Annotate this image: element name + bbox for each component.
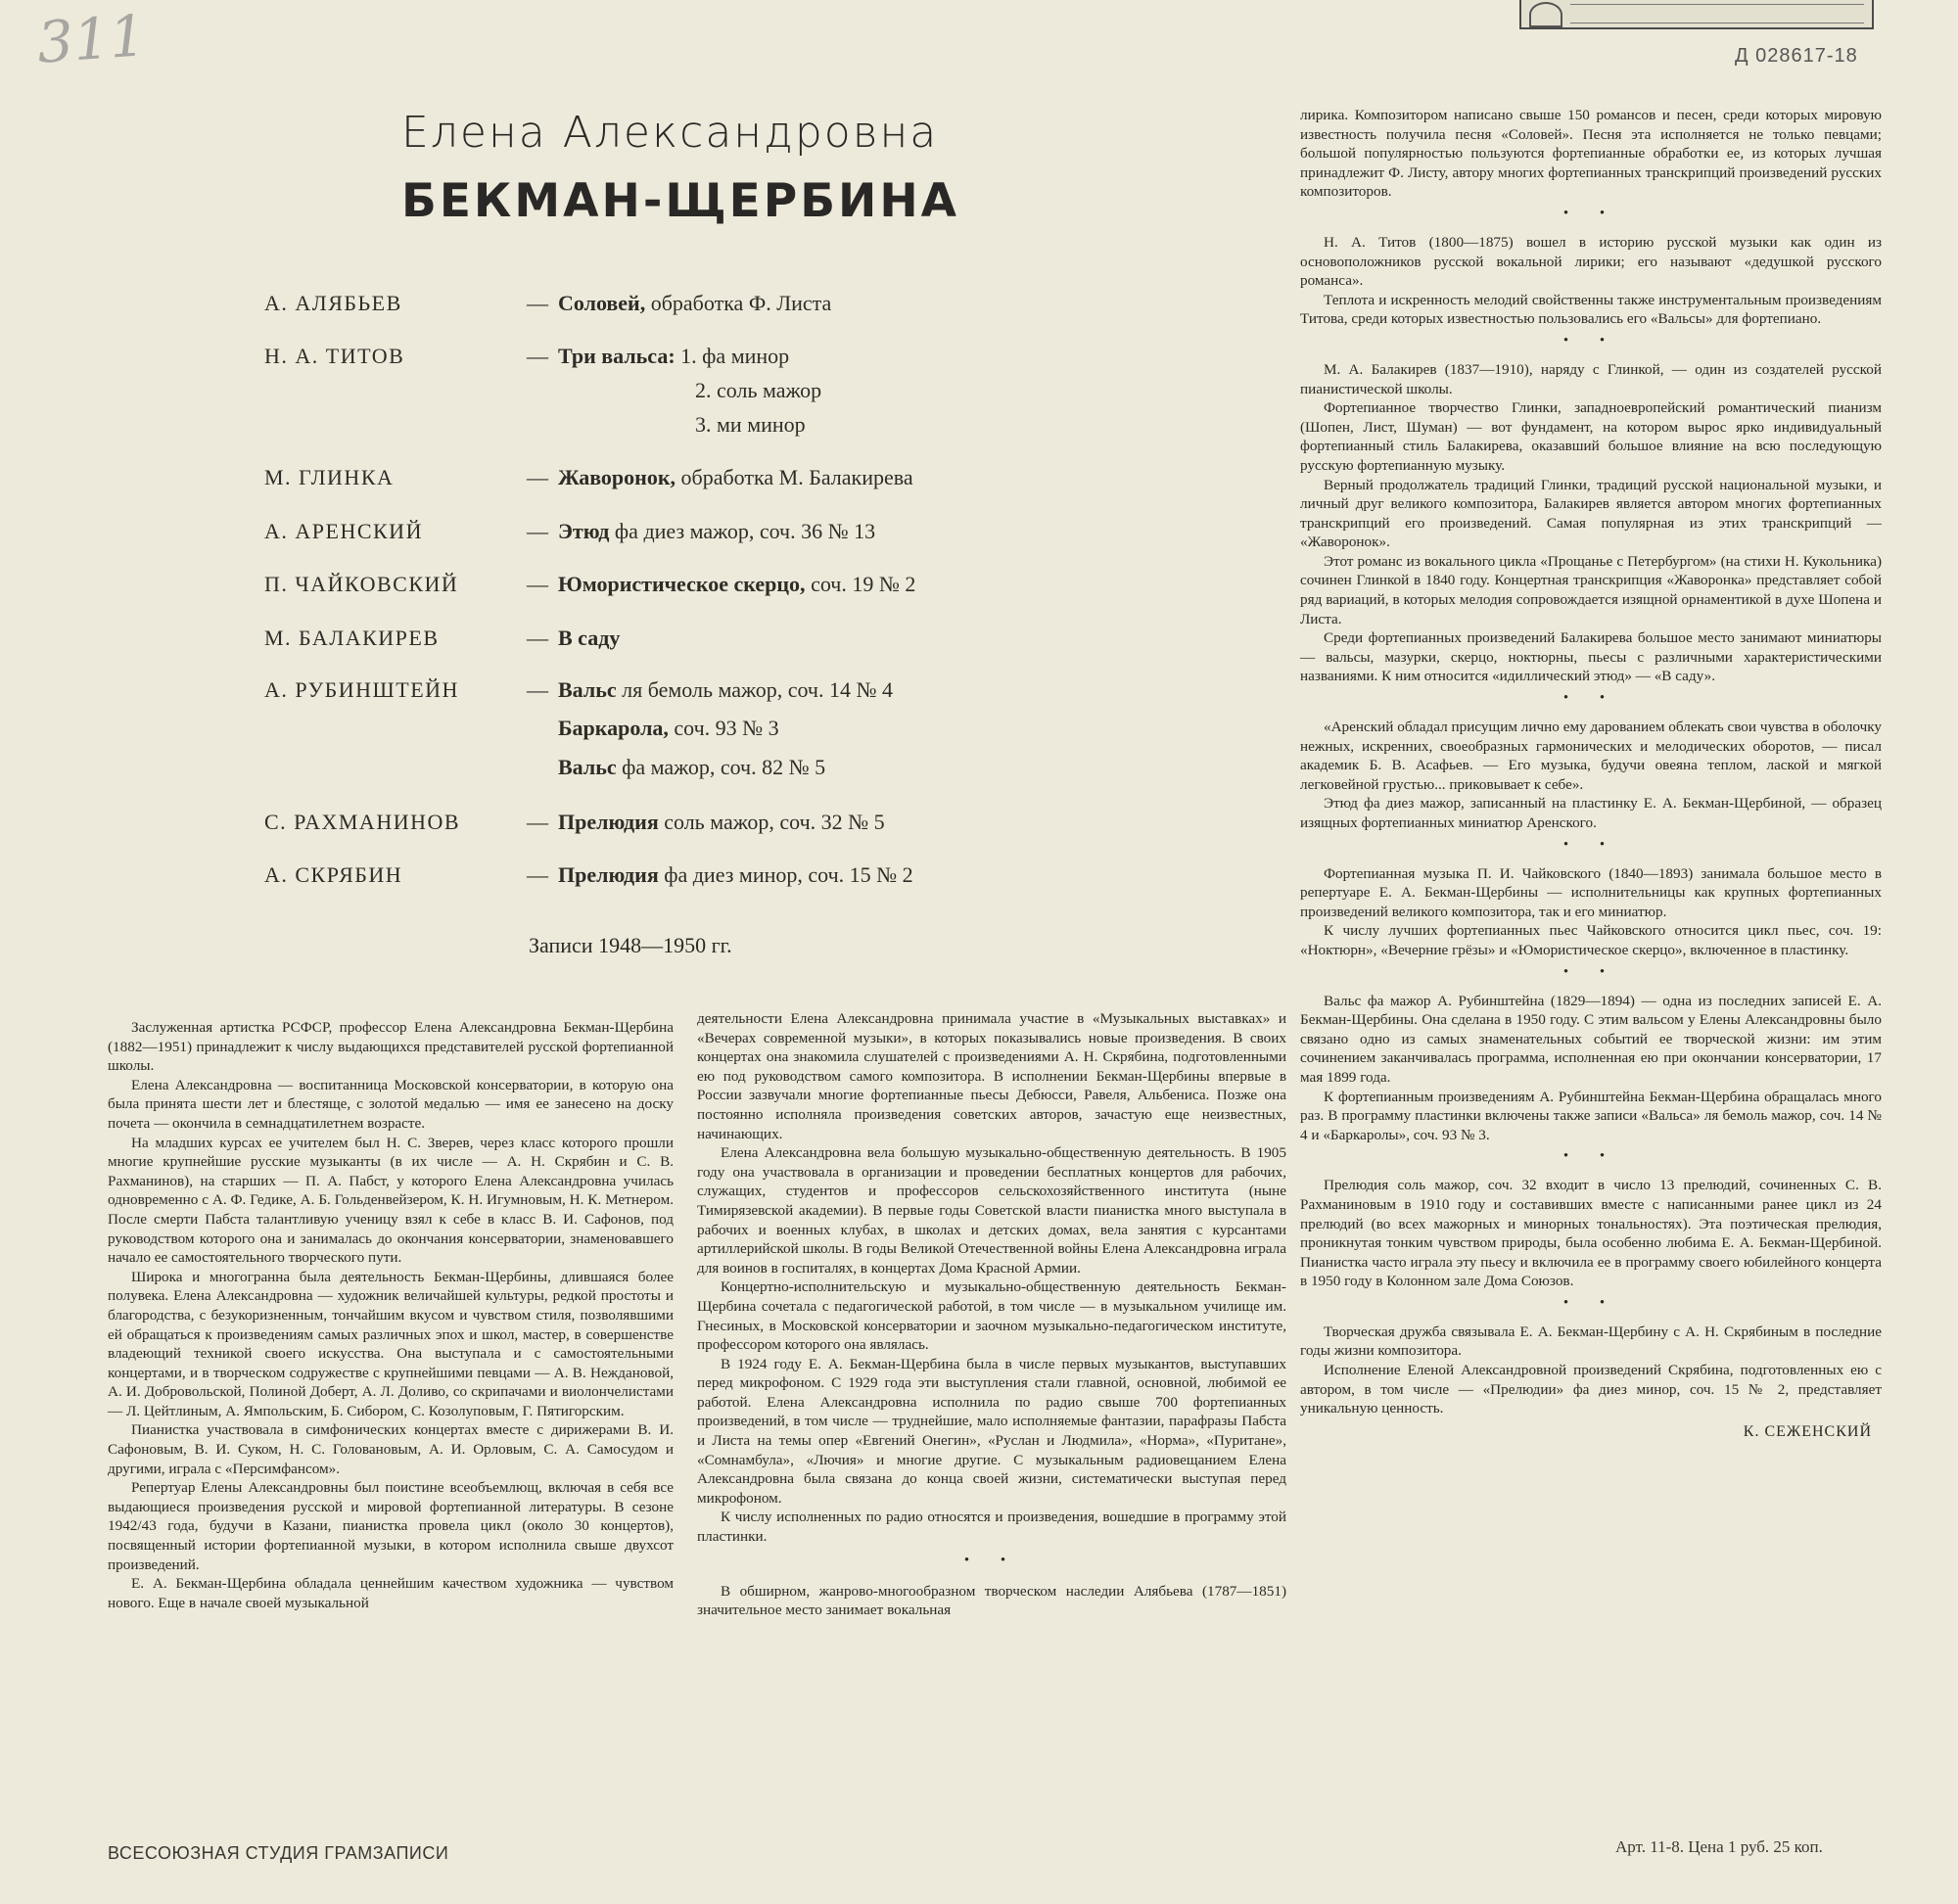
paragraph: К числу лучших фортепианных пьес Чайковского относится цикл пьес, соч. 19: «Ноктюрн», «Вечерние грёзы» и «Юмористическое скерцо», включенное в пластинку. <box>1300 922 1882 958</box>
paragraph: Теплота и искренность мелодий свойственны также инструментальным произведениям Титова, среди которых известностью пользовались его «Вальсы» для фортепиано. <box>1300 291 1882 328</box>
paragraph: Репертуар Елены Александровны был поистине всеобъемлющ, включая в себя все выдающиеся произведения русской и мировой фортепианной литературы. В сезоне 1942/43 года, будучи в Казани, пианистка провела цикл (около 30 концертов), посвященный истории фортепианной музыки, в котором исполнила свыше двухсот произведений. <box>108 1479 674 1573</box>
paragraph: Широка и многогранна была деятельность Бекман-Щербины, длившаяся более полувека. Елена Александровна — художник величайшей культуры, редкой простоты и благородства, с безукоризненным, тончайшим вкусом и чувством стиля, позволявшими ей обращаться к произведениям самых различных эпох и школ, мастер, в совершенстве владеющий техникой своего искусства. Она выступала и с самостоятельными концертами, и в творческом содружестве с крупнейшими певцами — А. В. Неждановой, А. И. Добровольской, Полиной Доберт, А. Л. Доливо, со скрипачами и виолончелистами — Л. Цейтлиным, А. Ямпольским, Б. Сибором, С. Козолуповым, Г. Пятигорским. <box>108 1268 674 1419</box>
logo-band <box>1570 4 1864 23</box>
program-composer: С. РАХМАНИНОВ <box>264 810 461 834</box>
paragraph: Н. А. Титов (1800—1875) вошел в историю русской музыки как один из основоположников русской вокальной лирики; его называют «дедушкой русского романса». <box>1300 233 1882 290</box>
work-details: соч. 93 № 3 <box>668 716 779 740</box>
work-details: соль мажор, соч. 32 № 5 <box>658 810 885 834</box>
section-separator: • • <box>1562 690 1619 707</box>
paragraph: Этюд фа диез мажор, записанный на пластинку Е. А. Бекман-Щербиной, — образец изящных фортепианных миниатюр Аренского. <box>1300 795 1882 831</box>
paragraph: Вальс фа мажор А. Рубинштейна (1829—1894) — одна из последних записей Е. А. Бекман-Щербины. Она сделана в 1950 году. С этим вальсом у Елены Александровны было связано одно из самых знаменательных событий ее творческой жизни: им этим сочинением заканчивалась программа, исполненная ею при окончании консерватории, 17 мая 1899 года. <box>1300 992 1882 1086</box>
notes-section <box>1300 718 1882 833</box>
program-dash: — <box>527 519 548 543</box>
recordings-year: Записи 1948—1950 гг. <box>529 933 732 957</box>
paragraph: Этот романс из вокального цикла «Прощанье с Петербургом» (на стихи Н. Кукольника) сочинен Глинкой в 1840 году. Концертная транскрипция «Жаворонка» представляет собой ряд вариаций, в которых мелодия сопровождается изящной орнаментикой в духе Шопена и Листа. <box>1300 552 1882 627</box>
notes-section <box>1300 1176 1882 1291</box>
paragraph: Верный продолжатель традиций Глинки, традиций русской национальной музыки, и личный друг великого композитора, Балакирев является автором многих фортепианных транскрипций его произведений. Самая популярная из этих транскрипций — «Жаворонок». <box>1300 476 1882 551</box>
biography-column-left <box>108 1018 674 1612</box>
program-work <box>558 810 885 835</box>
work-details: 2. соль мажор <box>695 378 822 402</box>
program-composer: А. АРЕНСКИЙ <box>264 519 423 543</box>
program-work <box>558 677 893 703</box>
program-work <box>558 344 789 369</box>
program-work <box>558 755 825 780</box>
work-details: обработка М. Балакирева <box>676 465 913 489</box>
section-separator: • • <box>1562 1148 1619 1165</box>
paragraph: Прелюдия соль мажор, соч. 32 входит в число 13 прелюдий, сочиненных С. В. Рахманиновым в 1910 году и составивших вместе с написанными ранее цикл из 24 прелюдий (во всех мажорных и минорных тональностях). Эта поэтическая прелюдия, проникнутая тонким чувством природы, была особенно любима Е. А. Бекман-Щербиной. Пианистка часто играла эту пьесу и включила ее в программу своего юбилейного концерта в 1950 году в Колонном зале Дома Союзов. <box>1300 1177 1882 1290</box>
paragraph: деятельности Елена Александровна принимала участие в «Музыкальных выставках» и «Вечерах современной музыки», в которых показывались новые произведения. В своих концертах она знакомила слушателей с произведениями А. Н. Скрябина, подготовленными ею под руководством самого композитора. В исполнении Бекман-Щербины впервые в России зазвучали многие фортепианные пьесы Дебюсси, Равеля, Альбениса. Позже она постоянно исполняла произведения советских авторов, зачастую еще неизвестных, начинающих. <box>697 1010 1286 1142</box>
program-dash: — <box>527 465 548 489</box>
work-title: Прелюдия <box>558 810 659 834</box>
section-separator: • • <box>963 1552 1020 1568</box>
paragraph: В 1924 году Е. А. Бекман-Щербина была в числе первых музыкантов, выступавших перед микрофоном. С 1929 года эти выступления стали главной, основной, любимой ее работой. Елена Александровна исполнила по радио свыше 700 фортепианных произведений, в том числе — труднейшие, мало исполняемые фантазии, парафразы Пабста и Листа на темы опер «Евгений Онегин», «Руслан и Людмила», «Норма», «Пуритане», «Сомнамбула», «Лючия» и многие другие. С музыкальным радиовещанием Елена Александровна была связана до конца своей жизни, систематически выступая перед микрофоном. <box>697 1355 1286 1507</box>
artist-first-name: Елена Александровна <box>401 108 939 158</box>
price-line: Арт. 11-8. Цена 1 руб. 25 коп. <box>1615 1837 1823 1856</box>
paragraph: На младших курсах ее учителем был Н. С. Зверев, через класс которого прошли многие крупнейшие русские музыканты (в их числе — А. Н. Скрябин и С. В. Рахманинов), на старших — П. А. Пабст, у которого Елена Александровна училась одновременно с А. Ф. Гедике, А. Б. Гольденвейзером, К. Н. Игумновым, Н. К. Метнером. После смерти Пабста талантливую ученицу взял к себе в класс В. И. Сафонов, под руководством которого она и занималась до окончания консерватории, знаменовавшего начало ее самостоятельного творческого пути. <box>108 1134 674 1267</box>
work-details: 1. фа минор <box>675 344 790 368</box>
work-title: Жаворонок, <box>558 465 676 489</box>
program-composer: М. БАЛАКИРЕВ <box>264 626 440 650</box>
handwritten-note: 311 <box>34 2 148 76</box>
program-dash: — <box>527 626 548 650</box>
program-dash: — <box>527 344 548 368</box>
paragraph: Исполнение Еленой Александровной произведений Скрябина, подготовленных ею с автором, в том числе — «Прелюдии» фа диез минор, соч. 15 № 2, представляет уникальную ценность. <box>1300 1362 1882 1417</box>
catalog-number: Д 028617-18 <box>1735 45 1858 67</box>
section-separator: • • <box>1562 963 1619 980</box>
paragraph: Елена Александровна вела большую музыкально-общественную деятельность. В 1905 году она участвовала в организации и проведении бесплатных концертов для рабочих, служащих, студентов и профессоров сельскохозяйственного института (ныне Тимирязевской академии). В первые годы Советской власти пианистка много выступала в рабочих и военных клубах, в школах и детских домах, вела занятия с курсантами артиллерийской школы. В годы Великой Отечественной войны Елена Александровна играла для воинов в госпиталях, в концертах Дома Красной Армии. <box>697 1144 1286 1277</box>
work-details: соч. 19 № 2 <box>805 572 916 596</box>
program-composer: Н. А. ТИТОВ <box>264 344 405 368</box>
paragraph: В обширном, жанрово-многообразном творческом наследии Алябьева (1787—1851) значительное место занимает вокальная <box>697 1582 1286 1619</box>
paragraph: лирика. Композитором написано свыше 150 романсов и песен, среди которых мировую известность получила песня «Соловей». Песня эта исполняется не только певцами; большой популярностью пользуются фортепианные обработки ее, из которых лучшая принадлежит Ф. Листу, автору многих фортепианных транскрипций произведений русских композиторов. <box>1300 107 1882 201</box>
work-details: 3. ми минор <box>695 412 806 437</box>
paragraph: Концертно-исполнительскую и музыкально-общественную деятельность Бекман-Щербина сочетала с педагогической работой, в том числе — в музыкальном училище им. Гнесиных, в Московской консерватории и заочном музыкально-педагогическом институте, профессором которого она являлась. <box>697 1278 1286 1354</box>
work-title: Прелюдия <box>558 862 659 887</box>
notes-column-right <box>1300 106 1882 1441</box>
section-separator: • • <box>1562 205 1619 221</box>
work-details: фа мажор, соч. 82 № 5 <box>616 755 826 779</box>
work-details: фа диез мажор, соч. 36 № 13 <box>609 519 876 543</box>
work-title: Вальс <box>558 677 617 702</box>
paragraph: К числу исполненных по радио относятся и произведения, вошедшие в программу этой пластинки. <box>697 1509 1286 1546</box>
program-composer: А. АЛЯБЬЕВ <box>264 291 402 315</box>
work-title: Этюд <box>558 519 610 543</box>
program-work <box>558 291 831 316</box>
program-dash: — <box>527 862 548 887</box>
program-work <box>558 626 620 651</box>
program-dash: — <box>527 677 548 702</box>
paragraph: Фортепианная музыка П. И. Чайковского (1840—1893) занимала большое место в репертуаре Е. А. Бекман-Щербины — исполнительницы как крупных фортепианных произведений великого композитора, так и его миниатюр. <box>1300 864 1882 920</box>
studio-name: ВСЕСОЮЗНАЯ СТУДИЯ ГРАМЗАПИСИ <box>108 1843 449 1863</box>
work-title: В саду <box>558 626 621 650</box>
program-work <box>558 862 913 888</box>
program-work <box>558 572 915 597</box>
paragraph: Среди фортепианных произведений Балакирева большое место занимают миниатюры — вальсы, мазурки, скерцо, ноктюрны, пьесы с различными характеристическими названиями. К ним относится «идиллический этюд» — «В саду». <box>1300 629 1882 685</box>
work-details: обработка Ф. Листа <box>645 291 832 315</box>
author-signature: К. СЕЖЕНСКИЙ <box>1743 1422 1872 1440</box>
program-work <box>558 465 913 490</box>
program-composer: А. СКРЯБИН <box>264 862 403 887</box>
program-composer: П. ЧАЙКОВСКИЙ <box>264 572 459 596</box>
section-separator: • • <box>1562 836 1619 853</box>
notes-section <box>1300 106 1882 202</box>
notes-section <box>1300 864 1882 960</box>
paragraph: М. А. Балакирев (1837—1910), наряду с Глинкой, — один из создателей русской пианистической школы. <box>1300 360 1882 397</box>
work-details: ля бемоль мажор, соч. 14 № 4 <box>616 677 893 702</box>
label-logo <box>1519 0 1874 29</box>
program-dash: — <box>527 291 548 315</box>
program-work <box>558 519 875 544</box>
artist-surname: БЕКМАН-ЩЕРБИНА <box>401 174 960 228</box>
notes-section <box>1300 1323 1882 1418</box>
work-details: фа диез минор, соч. 15 № 2 <box>658 862 913 887</box>
paragraph: Е. А. Бекман-Щербина обладала ценнейшим качеством художника — чувством нового. Еще в начале своей музыкальной <box>108 1575 674 1611</box>
paragraph: Елена Александровна — воспитанница Московской консерватории, в которую она была принята шести лет и блестяще, с золотой медалью — имя ее занесено на доску почета — окончила в семнадцатилетнем возрасте. <box>108 1076 674 1132</box>
work-title: Юмористическое скерцо, <box>558 572 806 596</box>
notes-section <box>1300 992 1882 1145</box>
program-work <box>695 378 821 403</box>
program-dash: — <box>527 572 548 596</box>
notes-section <box>1300 233 1882 329</box>
biography-column-middle <box>697 1009 1286 1620</box>
paragraph: Заслуженная артистка РСФСР, профессор Елена Александровна Бекман-Щербина (1882—1951) принадлежит к числу выдающихся представителей русской фортепианной школы. <box>108 1019 674 1075</box>
paragraph: К фортепианным произведениям А. Рубинштейна Бекман-Щербина обращалась много раз. В программу пластинки включены также записи «Вальса» ля бемоль мажор, соч. 14 № 4 и «Баркаролы», соч. 93 № 3. <box>1300 1088 1882 1143</box>
work-title: Баркарола, <box>558 716 669 740</box>
paragraph: «Аренский обладал присущим лично ему дарованием облекать свои чувства в оболочку нежных, искренних, своеобразных гармонических и мелодических оборотов, — писал академик Б. В. Асафьев. — Его музыка, будучи овеяна теплом, лаской и мягкой легковейной грустью... приковывает к себе». <box>1300 719 1882 793</box>
section-separator: • • <box>1562 1294 1619 1311</box>
program-composer: А. РУБИНШТЕЙН <box>264 677 459 702</box>
paragraph: Фортепианное творчество Глинки, западноевропейский романтический пианизм (Шопен, Лист, Шуман) — вот фундамент, на котором вырос ярко индивидуальный фортепианный стиль Балакирева, оказавший большое влияние на всю последующую русскую фортепианную музыку. <box>1300 399 1882 474</box>
program-composer: М. ГЛИНКА <box>264 465 395 489</box>
section-separator: • • <box>1562 332 1619 348</box>
paragraph: Творческая дружба связывала Е. А. Бекман-Щербину с А. Н. Скрябиным в последние годы жизни композитора. <box>1300 1323 1882 1360</box>
notes-section <box>1300 360 1882 686</box>
work-title: Соловей, <box>558 291 646 315</box>
program-work <box>558 716 779 741</box>
work-title: Три вальса: <box>558 344 676 368</box>
program-dash: — <box>527 810 548 834</box>
work-title: Вальс <box>558 755 617 779</box>
melodiya-logo-icon <box>1529 2 1562 27</box>
paragraph: Пианистка участвовала в симфонических концертах вместе с дирижерами В. И. Сафоновым, В. И. Суком, Н. С. Головановым, А. И. Орловым, С. А. Самосудом и другими, играла с «Персимфансом». <box>108 1421 674 1477</box>
program-work <box>695 412 806 438</box>
